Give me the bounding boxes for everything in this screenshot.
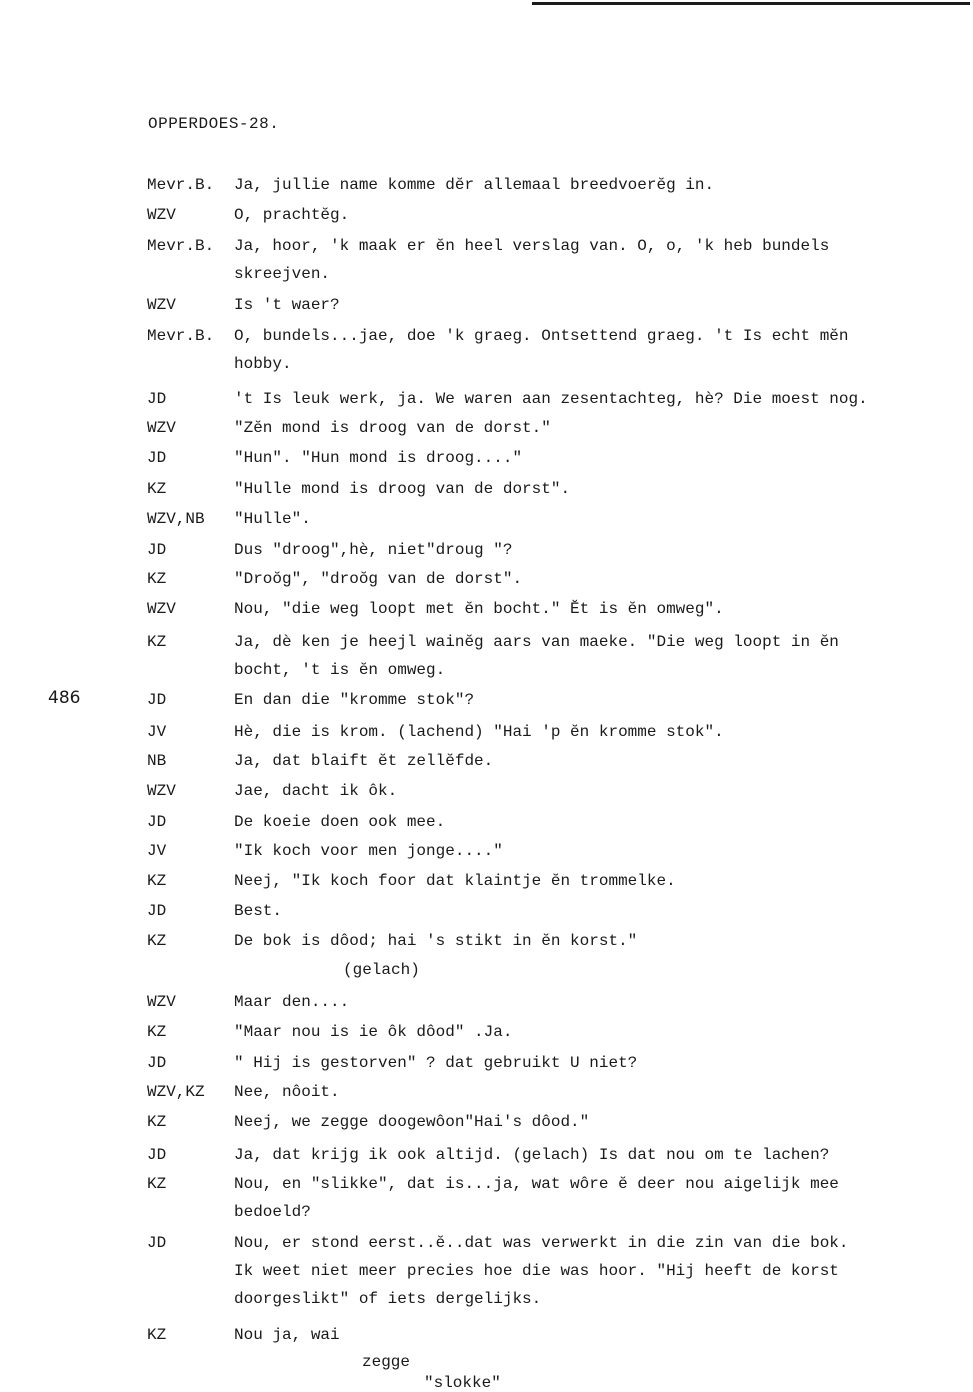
utterance-text: Nou, er stond eerst..ĕ..dat was verwerkt in die zin van die bok. Ik weet niet meer precies hoe die was hoor. "Hij heeft de korst doorgeslikt" of iets dergelijks.: [234, 1234, 849, 1308]
speaker-label: NB: [147, 752, 167, 770]
speaker-label: KZ: [147, 1023, 167, 1041]
speaker-label: WZV: [147, 419, 176, 437]
utterance-text: Dus "droog",hè, niet"droug "?: [234, 541, 513, 559]
speaker-label: KZ: [147, 570, 167, 588]
utterance-text: Hè, die is krom. (lachend) "Hai 'p ĕn kromme stok".: [234, 723, 724, 741]
utterance-text: De bok is dôod; hai 's stikt in ĕn korst.": [234, 932, 638, 950]
speaker-label: WZV,KZ: [147, 1083, 205, 1101]
speaker-label: KZ: [147, 1175, 167, 1193]
speaker-label: KZ: [147, 1326, 167, 1344]
utterance-text: Ja, hoor, 'k maak er ĕn heel verslag van. O, o, 'k heb bundels skreejven.: [234, 237, 830, 283]
speaker-label: KZ: [147, 932, 167, 950]
utterance-text: "Ik koch voor men jonge....": [234, 842, 503, 860]
utterance-text: Ja, dat blaift ĕt zellĕfde.: [234, 752, 494, 770]
utterance-text: O, prachtĕg.: [234, 206, 350, 224]
utterance-text: Neej, "Ik koch foor dat klaintje ĕn trommelke.: [234, 872, 676, 890]
speaker-label: JV: [147, 723, 167, 741]
margin-number: 486: [48, 688, 81, 708]
speaker-label: KZ: [147, 1113, 167, 1131]
speaker-label: JD: [147, 1234, 167, 1252]
utterance-text: Nou, "die weg loopt met ĕn bocht." Ĕt is ĕn omweg".: [234, 600, 724, 618]
speaker-label: JD: [147, 390, 167, 408]
speaker-label: Mevr.B.: [147, 176, 215, 194]
page-header: OPPERDOES-28.: [148, 115, 280, 133]
speaker-label: WZV: [147, 782, 176, 800]
utterance-text: Ja, dè ken je heejl wainĕg aars van maeke. "Die weg loopt in ĕn bocht, 't is ĕn omweg.: [234, 633, 839, 679]
utterance-text: Ja, dat krijg ik ook altijd. (gelach) Is dat nou om te lachen?: [234, 1146, 830, 1164]
utterance-text: "Hun". "Hun mond is droog....": [234, 449, 523, 467]
utterance-text: De koeie doen ook mee.: [234, 813, 446, 831]
speaker-label: JD: [147, 902, 167, 920]
utterance-text: Nou, en "slikke", dat is...ja, wat wôre ĕ deer nou aigelijk mee bedoeld?: [234, 1175, 839, 1221]
utterance-text: Ja, jullie name komme dĕr allemaal breedvoerĕg in.: [234, 176, 715, 194]
speaker-label: Mevr.B.: [147, 327, 215, 345]
speaker-label: Mevr.B.: [147, 237, 215, 255]
utterance-text: En dan die "kromme stok"?: [234, 691, 475, 709]
tail-word: zegge: [362, 1353, 411, 1371]
speaker-label: JD: [147, 691, 167, 709]
speaker-label: JD: [147, 1146, 167, 1164]
speaker-label: JV: [147, 842, 167, 860]
utterance-text: "Droŏg", "droŏg van de dorst".: [234, 570, 523, 588]
speaker-label: KZ: [147, 480, 167, 498]
speaker-label: WZV: [147, 600, 176, 618]
speaker-label: JD: [147, 813, 167, 831]
utterance-text: Best.: [234, 902, 283, 920]
speaker-label: WZV: [147, 296, 176, 314]
utterance-text: Nee, nôoit.: [234, 1083, 340, 1101]
speaker-label: KZ: [147, 872, 167, 890]
tail-word: "slokke": [424, 1374, 501, 1392]
stage-direction: (gelach): [343, 961, 420, 979]
utterance-text: "Hulle".: [234, 510, 311, 528]
utterance-text: "Maar nou is ie ôk dôod" .Ja.: [234, 1023, 513, 1041]
speaker-label: WZV,NB: [147, 510, 205, 528]
utterance-text: Maar den....: [234, 993, 350, 1011]
speaker-label: WZV: [147, 993, 176, 1011]
speaker-label: JD: [147, 541, 167, 559]
utterance-text: " Hij is gestorven" ? dat gebruikt U niet?: [234, 1054, 638, 1072]
speaker-label: KZ: [147, 633, 167, 651]
utterance-text: Jae, dacht ik ôk.: [234, 782, 398, 800]
speaker-label: JD: [147, 1054, 167, 1072]
speaker-label: WZV: [147, 206, 176, 224]
top-rule: [532, 2, 970, 5]
utterance-text: O, bundels...jae, doe 'k graeg. Ontsettend graeg. 't Is echt mĕn hobby.: [234, 327, 849, 373]
utterance-text: "Zĕn mond is droog van de dorst.": [234, 419, 551, 437]
utterance-text: Is 't waer?: [234, 296, 340, 314]
speaker-label: JD: [147, 449, 167, 467]
utterance-text: Neej, we zegge doogewôon"Hai's dôod.": [234, 1113, 590, 1131]
utterance-text: "Hulle mond is droog van de dorst".: [234, 480, 571, 498]
utterance-text: Nou ja, wai: [234, 1326, 340, 1344]
utterance-text: 't Is leuk werk, ja. We waren aan zesentachteg, hè? Die moest nog.: [234, 390, 868, 408]
